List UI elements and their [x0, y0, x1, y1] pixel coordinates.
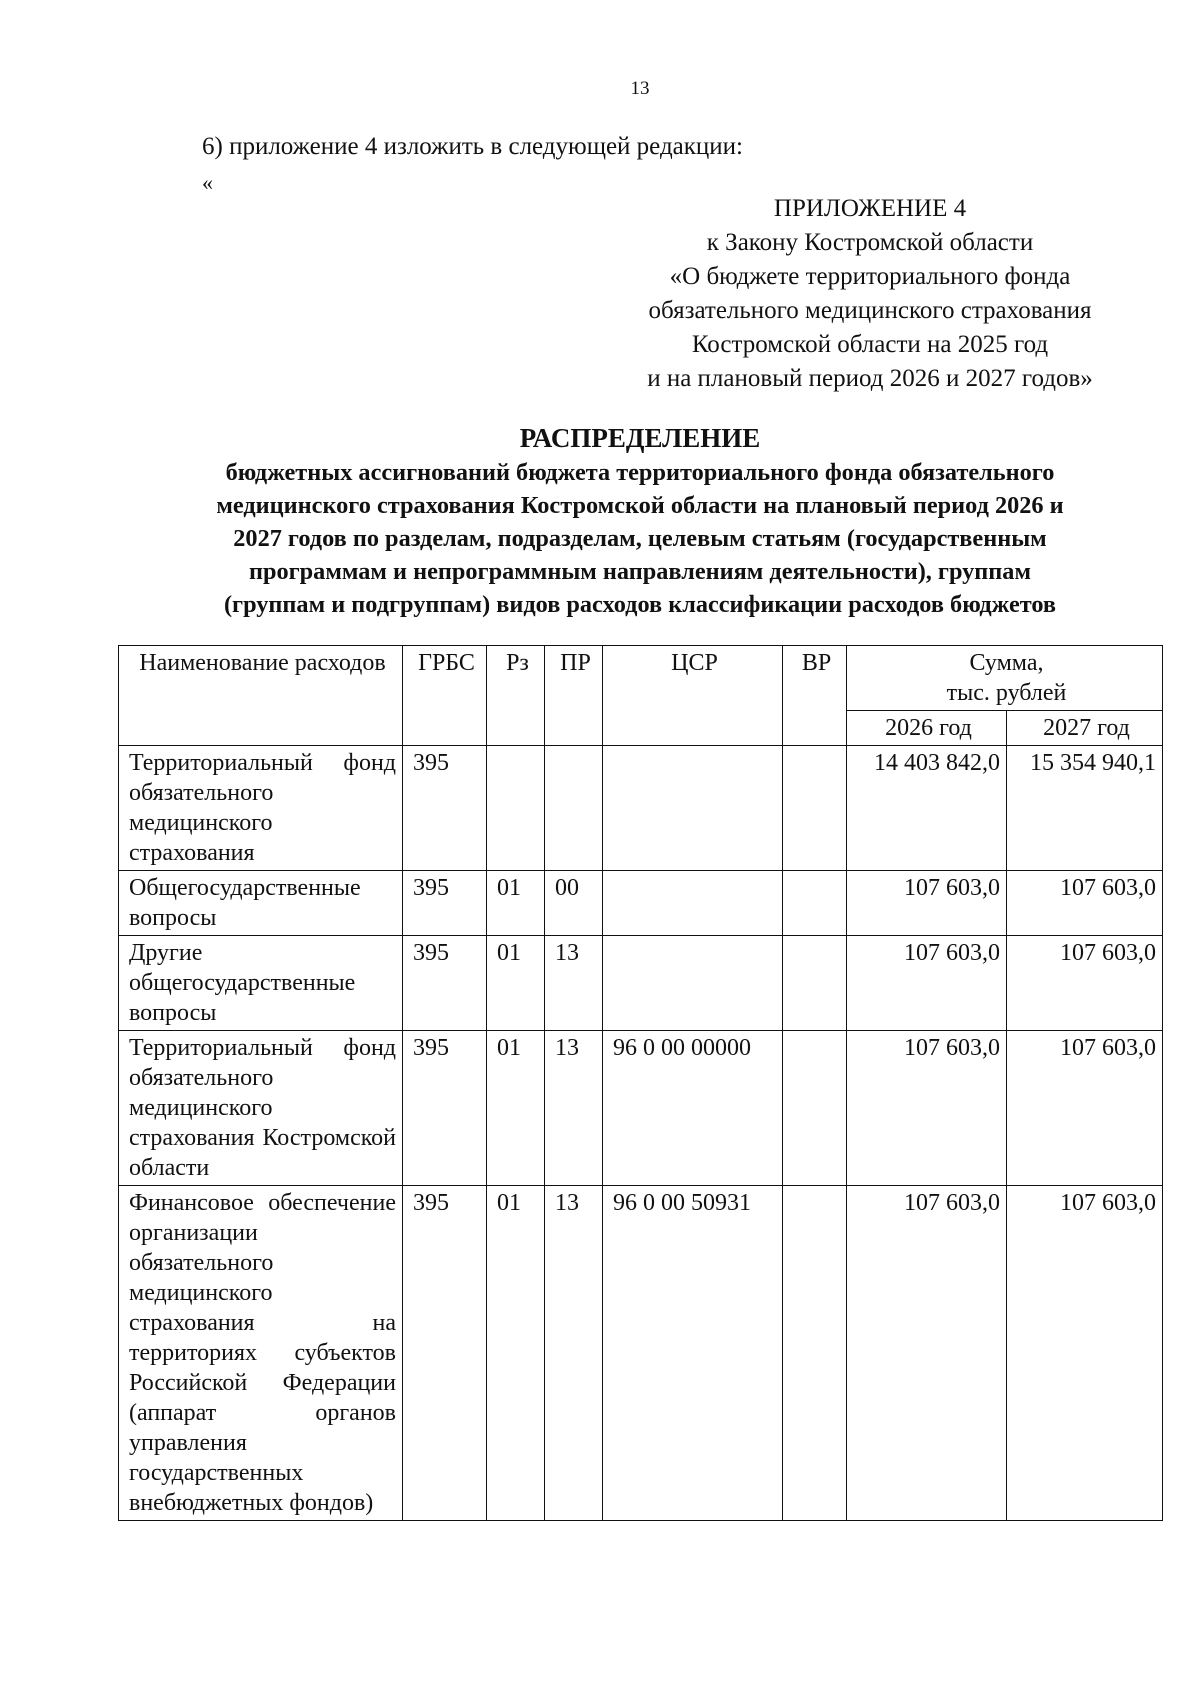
table-row	[119, 1186, 1163, 1521]
table-row	[119, 871, 1163, 936]
header-vr: ВР	[783, 646, 847, 746]
opening-quote: «	[202, 170, 213, 195]
table-row	[119, 936, 1163, 1031]
row-rz: 01	[487, 936, 545, 1031]
header-sum	[847, 646, 1163, 711]
header-sum-unit: тыс. рублей	[946, 680, 1067, 706]
row-sum-2027: 15 354 940,1	[1007, 746, 1163, 871]
row-grbs: 395	[403, 936, 487, 1031]
row-sum-2027: 107 603,0	[1007, 1031, 1163, 1186]
annex-line: «О бюджете территориального фонда	[669, 263, 1071, 290]
row-rz: 01	[487, 1186, 545, 1521]
row-rz: 01	[487, 1031, 545, 1186]
row-vr	[783, 746, 847, 871]
header-rz: Рз	[487, 646, 545, 746]
header-year-2027: 2027 год	[1007, 711, 1163, 746]
row-vr	[783, 871, 847, 936]
row-name: Финансовое обеспечение организации обязательного медицинского страхования на территориях субъектов Российской Федерации (аппарат органов управления государственных внебюджетных фондов)	[119, 1186, 403, 1521]
row-grbs: 395	[403, 1186, 487, 1521]
header-pr: ПР	[545, 646, 603, 746]
heading-subtitle	[100, 456, 1180, 621]
header-sum-line: Сумма,	[969, 650, 1044, 676]
row-csr	[603, 746, 783, 871]
row-sum-2027: 107 603,0	[1007, 871, 1163, 936]
row-pr: 13	[545, 1031, 603, 1186]
row-pr: 13	[545, 936, 603, 1031]
header-csr: ЦСР	[603, 646, 783, 746]
row-sum-2027: 107 603,0	[1007, 936, 1163, 1031]
header-year-2026: 2026 год	[847, 711, 1007, 746]
row-pr	[545, 746, 603, 871]
row-sum-2027: 107 603,0	[1007, 1186, 1163, 1521]
annex-line: ПРИЛОЖЕНИЕ 4	[773, 195, 967, 222]
table-row	[119, 746, 1163, 871]
row-sum-2026: 14 403 842,0	[847, 746, 1007, 871]
document-heading	[100, 420, 1180, 621]
annex-header	[600, 192, 1140, 396]
row-csr	[603, 936, 783, 1031]
annex-line: и на плановый период 2026 и 2027 годов»	[647, 365, 1093, 392]
row-name: Общегосударственные вопросы	[119, 871, 403, 936]
row-grbs: 395	[403, 1031, 487, 1186]
row-rz: 01	[487, 871, 545, 936]
row-sum-2026: 107 603,0	[847, 1186, 1007, 1521]
heading-title: РАСПРЕДЕЛЕНИЕ	[519, 423, 761, 453]
row-rz	[487, 746, 545, 871]
row-csr: 96 0 00 00000	[603, 1031, 783, 1186]
annex-line: Костромской области на 2025 год	[691, 331, 1049, 358]
row-name: Территориальный фонд обязательного медицинского страхования Костромской области	[119, 1031, 403, 1186]
row-name: Территориальный фонд обязательного медицинского страхования	[119, 746, 403, 871]
row-csr	[603, 871, 783, 936]
annex-line: к Закону Костромской области	[706, 229, 1034, 256]
row-pr: 13	[545, 1186, 603, 1521]
row-vr	[783, 1186, 847, 1521]
row-pr: 00	[545, 871, 603, 936]
subtitle-line: бюджетных ассигнований бюджета территориального фонда обязательного	[225, 459, 1055, 486]
intro-text: 6) приложение 4 изложить в следующей редакции:	[202, 133, 743, 160]
row-name: Другие общегосударственные вопросы	[119, 936, 403, 1031]
row-vr	[783, 1031, 847, 1186]
row-sum-2026: 107 603,0	[847, 936, 1007, 1031]
header-grbs: ГРБС	[403, 646, 487, 746]
subtitle-line: (группам и подгруппам) видов расходов классификации расходов бюджетов	[223, 591, 1057, 618]
annex-line: обязательного медицинского страхования	[648, 297, 1092, 324]
table-row	[119, 1031, 1163, 1186]
row-grbs: 395	[403, 746, 487, 871]
row-vr	[783, 936, 847, 1031]
subtitle-line: 2027 годов по разделам, подразделам, целевым статьям (государственным	[233, 525, 1047, 552]
row-sum-2026: 107 603,0	[847, 1031, 1007, 1186]
row-grbs: 395	[403, 871, 487, 936]
row-csr: 96 0 00 50931	[603, 1186, 783, 1521]
page-number: 13	[630, 78, 650, 99]
row-sum-2026: 107 603,0	[847, 871, 1007, 936]
header-name: Наименование расходов	[119, 646, 403, 746]
subtitle-line: медицинского страхования Костромской области на плановый период 2026 и	[216, 492, 1064, 519]
subtitle-line: программам и непрограммным направлениям деятельности), группам	[248, 558, 1032, 585]
budget-table	[118, 645, 1163, 1521]
